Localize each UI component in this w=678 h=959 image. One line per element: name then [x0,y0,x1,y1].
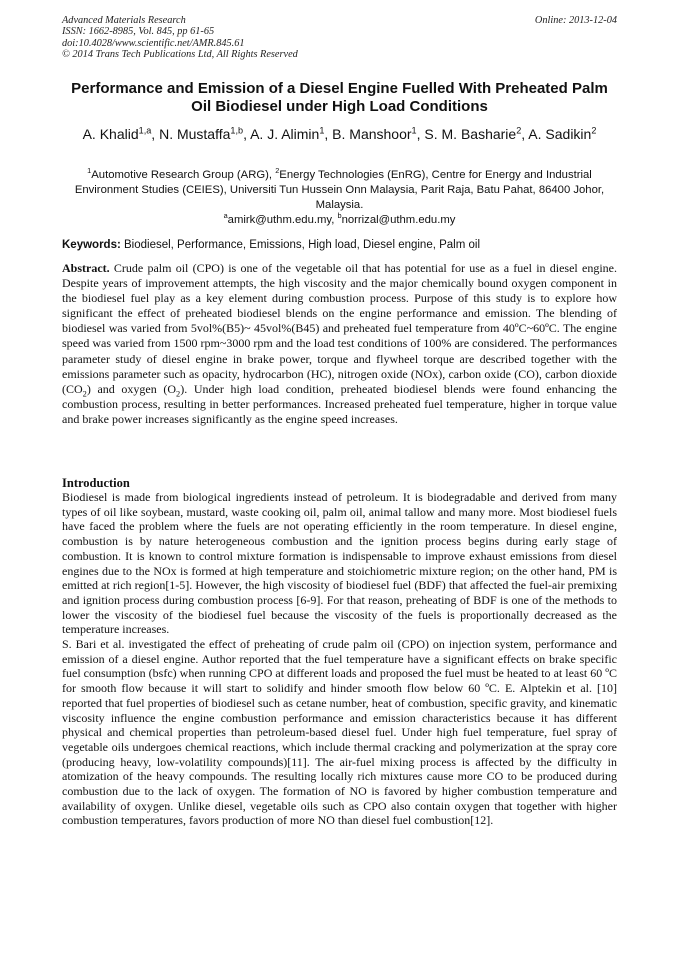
abstract-text: ) and oxygen (O [86,381,177,396]
keywords-text: Biodiesel, Performance, Emissions, High load, Diesel engine, Palm oil [120,239,481,251]
author-name: B. Manshoor [332,126,412,142]
journal-copyright: © 2014 Trans Tech Publications Ltd, All Rights Reserved [62,48,298,60]
journal-name: Advanced Materials Research [62,15,186,26]
author-affil-mark: 1 [411,125,417,136]
author-affil-mark: 1,a [138,125,152,136]
affil-arg: Automotive Research Group (ARG), [91,169,276,181]
author-separator: , [324,126,333,142]
email-mark: a [223,211,228,221]
affiliations [62,168,617,228]
abstract-label: Abstract. [62,261,110,275]
email-a: amirk@uthm.edu.my, [227,214,338,226]
journal-header [62,15,617,60]
author-affil-mark: 1 [319,125,325,136]
abstract-text: Crude palm oil (CPO) is one of the vegetable oil that has potential for use as a fuel in diesel engine. Despite years of improvement attempts, the high viscosity and the major chemically bound oxygen component in the biodiesel fuel play as a key element during combustion process. Purpose of this study is to explore how significant the effect of preheated biodiesel blends on the engine performance and emission. The blending of biodiesel was varied from 5vol%(B5)~ 45vol%(B45) and preheated fuel temperature from 40ºC~60ºC. The engine speed was varied from 1500 rpm~3000 rpm and the load test conditions of 100% are considered. The performances parameter study of diesel engine in brake power, torque and flywheel torque are described together with the emissions parameter such as opacity, hydrocarbon (HC), nitrogen oxide (NOx), carbon oxide (CO), carbon dioxide (CO [62,261,617,396]
section-heading: Introduction [62,476,130,490]
email-b: norrizal@uthm.edu.my [341,214,456,226]
abstract [62,261,617,427]
subscript: 2 [176,389,181,399]
affil-mark: 1 [87,166,92,176]
email-mark: b [337,211,342,221]
author-separator: , [151,126,160,142]
keywords-label: Keywords: [62,239,121,251]
author-affil-mark: 2 [591,125,597,136]
online-date: Online: 2013-12-04 [534,15,617,26]
author-separator: , [243,126,251,142]
author-emails [62,213,617,228]
journal-issn: ISSN: 1662-8985, Vol. 845, pp 61-65 [62,26,215,38]
affiliation-text [62,168,617,213]
author-name: A. J. Alimin [250,126,320,142]
paragraph: S. Bari et al. investigated the effect of preheating of crude palm oil (CPO) on injection system, performance and emission of a diesel engine. Author reported that the fuel temperature have a significant effects on brake specific fuel consumption (bsfc) when running CPO at different loads and proposed the fuel must be heated to at least 60 ºC for smooth flow because it will start to solidify and hinder smooth flow below 60 ºC. E. Alptekin et al. [10] reported that fuel properties of biodiesel such as cetane number, heat of combustion, specific gravity, and kinematic viscosity influence the engine combustion performance and emission characteristics because it has different physical and chemical properties than petroleum-based diesel fuel. Under high fuel temperature, fuel spray of vegetable oils undergoes chemical reactions, which include thermal cracking and polymerization at the spray core (producing heavy, low-volatility compounds)[11]. The air-fuel mixing process is affected by the difficulty in atomization of the heavy compounds. The resulting locally rich mixtures cause more CO to be produced during combustion due to the lack of oxygen. The formation of NO is favored by higher combustion temperature and availability of oxygen. Unlike diesel, vegetable oils such as CPO also contain oxygen that together with higher combustion temperatures, favors production of more NO than diesel fuel combustion[12]. [62,637,617,828]
keywords [62,238,617,252]
affil-mark: 2 [275,166,280,176]
affil-enrg: Energy Technologies (EnRG), Centre for Energy and Industrial Environment Studies (CEIES), Universiti Tun Hussein Onn Malaysia, Parit Raja, Batu Pahat, 86400 Johor, Malaysia. [74,169,605,211]
author-separator: , [416,126,425,142]
abstract-text: ). Under high load condition, preheated biodiesel blends were found enhancing the combustion process, resulting in better performances. Increased preheated fuel temperature, higher in torque value and brake power increases significantly as the engine speed increases. [62,381,617,426]
author-name: A. Sadikin [528,126,592,142]
author-affil-mark: 1,b [230,125,244,136]
author-name: A. Khalid [82,126,139,142]
paper-title: Performance and Emission of a Diesel Engine Fuelled With Preheated Palm Oil Biodiesel under High Load Conditions [71,80,608,115]
journal-doi: doi:10.4028/www.scientific.net/AMR.845.61 [62,37,245,49]
author-separator: , [521,126,529,142]
introduction-body [62,490,617,828]
paragraph: Biodiesel is made from biological ingredients instead of petroleum. It is biodegradable and derived from many types of oil like soybean, mustard, waste cooking oil, palm oil, animal tallow and many more. Most biodiesel fuels have faced the problem where the fuels are not operating efficiently in the room temperature. In diesel engine, combustion is by nature heterogeneous combustion and the ignition process begins during early stage of combustion. It is known to control mixture formation is indispensable to improve exhaust emissions from diesel engines due to the NOx is formed at high temperature and stoichiometric mixture region; on the other hand, PM is emitted at rich region[1-5]. However, the high viscosity of biodiesel fuel (BDF) that affected the fuel-air premixing and ignition process during combustion process [6-9]. For that reason, preheating of BDF is one of the methods to lower the viscosity of the biodiesel fuel because the viscosity of the fuels is proportionally decreased as the temperature increases. [62,490,617,637]
subscript: 2 [82,389,87,399]
author-list [62,125,617,144]
author-affil-mark: 2 [516,125,522,136]
author-name: N. Mustaffa [159,126,231,142]
author-name: S. M. Basharie [424,126,517,142]
